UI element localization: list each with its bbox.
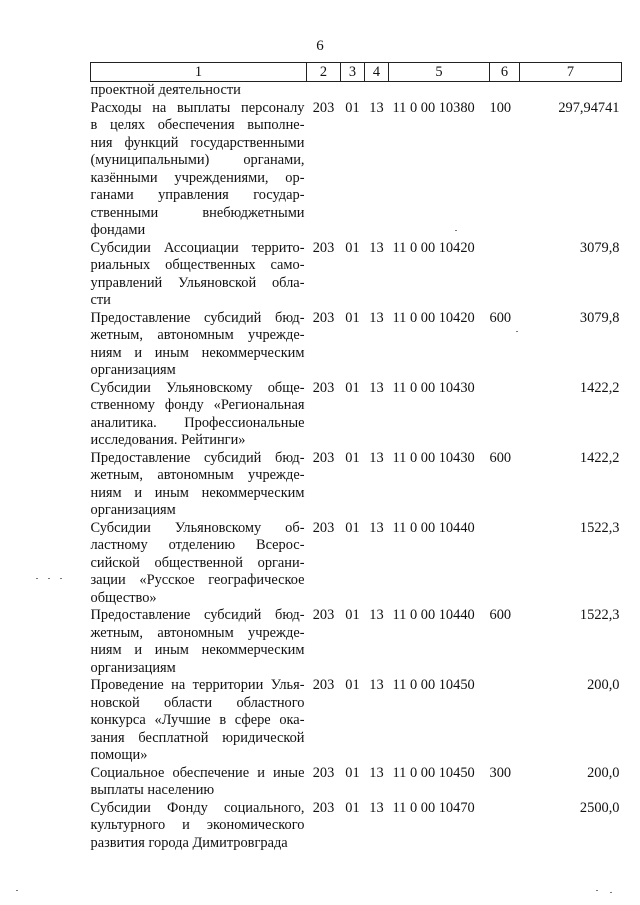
scan-speck bbox=[48, 578, 50, 579]
table-row bbox=[91, 450, 622, 520]
target-article-cell: 11 0 00 10450 bbox=[392, 677, 475, 693]
table-row bbox=[91, 765, 622, 800]
description-line: организациям bbox=[90, 659, 176, 676]
section-code-cell: 01 bbox=[345, 677, 360, 693]
description-line: Предоставление субсидий бюд- bbox=[90, 449, 305, 466]
description-line: развития города Димитровграда bbox=[90, 834, 288, 851]
description-line: Предоставление субсидий бюд- bbox=[90, 309, 305, 326]
expense-type-cell: 100 bbox=[489, 99, 512, 116]
description-line: Предоставление субсидий бюд- bbox=[90, 607, 305, 623]
description-line: Субсидии Фонду социального, bbox=[90, 799, 305, 816]
description-line: аналитика. Профессиональные bbox=[90, 414, 305, 431]
description-line: общество» bbox=[90, 589, 157, 606]
amount-cell: 1422,2 bbox=[579, 379, 620, 396]
header-cell-7: 7 bbox=[520, 63, 622, 82]
section-code-cell: 01 bbox=[345, 379, 360, 396]
admin-code-cell: 203 bbox=[312, 799, 335, 816]
admin-code-cell bbox=[307, 82, 341, 100]
header-cell-4: 4 bbox=[365, 63, 389, 82]
row-description bbox=[91, 520, 307, 608]
expense-type-cell bbox=[490, 800, 520, 853]
row-description bbox=[91, 450, 307, 520]
description-line: (муниципальными) органами, bbox=[90, 152, 305, 168]
scan-speck bbox=[36, 578, 38, 579]
subsection-code-cell: 13 bbox=[369, 764, 384, 781]
expense-type-cell: 600 bbox=[489, 309, 512, 326]
table-row bbox=[91, 520, 622, 608]
description-line: сти bbox=[90, 292, 111, 308]
description-line: в целях обеспечения выполне- bbox=[90, 117, 305, 133]
target-article-cell: 11 0 00 10420 bbox=[392, 239, 475, 256]
description-line: ственными внебюджетными bbox=[90, 204, 305, 221]
description-line: Субсидии Ульяновскому обще- bbox=[90, 379, 305, 396]
amount-cell: 2500,0 bbox=[579, 799, 620, 816]
subsection-code-cell: 13 bbox=[369, 99, 384, 116]
table-row bbox=[91, 800, 622, 853]
description-line: исследования. Рейтинги» bbox=[90, 432, 246, 448]
description-line: помощи» bbox=[90, 747, 148, 763]
description-line: организациям bbox=[90, 502, 176, 518]
row-description bbox=[91, 100, 307, 240]
target-article-cell: 11 0 00 10440 bbox=[392, 519, 475, 536]
table-row bbox=[91, 240, 622, 310]
target-article-cell: 11 0 00 10420 bbox=[392, 309, 475, 326]
amount-cell: 1522,3 bbox=[579, 607, 620, 623]
description-line: риальных общественных само- bbox=[90, 257, 305, 273]
description-line: проектной деятельности bbox=[90, 82, 241, 98]
row-description bbox=[91, 607, 307, 677]
target-article-cell: 11 0 00 10380 bbox=[392, 99, 475, 116]
description-line: ниям и иным некоммерческим bbox=[90, 344, 305, 361]
section-code-cell: 01 bbox=[345, 519, 360, 536]
row-description bbox=[91, 82, 307, 100]
scan-speck bbox=[60, 578, 62, 579]
amount-cell: 297,94741 bbox=[558, 99, 620, 116]
description-line: ния функций государственными bbox=[90, 134, 305, 151]
header-cell-5: 5 bbox=[389, 63, 490, 82]
scan-speck bbox=[516, 331, 518, 332]
subsection-code-cell: 13 bbox=[369, 607, 384, 623]
description-line: конкурса «Лучшие в сфере ока- bbox=[90, 712, 305, 728]
description-line: организациям bbox=[90, 362, 176, 378]
row-description bbox=[91, 380, 307, 450]
table-row bbox=[91, 82, 622, 100]
admin-code-cell: 203 bbox=[312, 677, 335, 693]
budget-table bbox=[90, 62, 622, 852]
subsection-code-cell: 13 bbox=[369, 677, 384, 693]
table-body bbox=[91, 82, 622, 853]
expense-type-cell bbox=[490, 380, 520, 450]
description-line: Субсидии Ульяновскому об- bbox=[90, 519, 305, 536]
table-row bbox=[91, 677, 622, 765]
subsection-code-cell: 13 bbox=[369, 449, 384, 466]
description-line: Проведение на территории Улья- bbox=[90, 677, 305, 693]
header-cell-1: 1 bbox=[91, 63, 307, 82]
section-code-cell: 01 bbox=[345, 449, 360, 466]
subsection-code-cell: 13 bbox=[369, 309, 384, 326]
expense-type-cell bbox=[490, 677, 520, 765]
description-line: новской области областного bbox=[90, 694, 305, 711]
description-line: ластному отделению Всерос- bbox=[90, 537, 305, 553]
expense-type-cell: 300 bbox=[489, 764, 512, 781]
description-line: жетным, автономным учрежде- bbox=[90, 467, 305, 483]
admin-code-cell: 203 bbox=[312, 519, 335, 536]
target-article-cell: 11 0 00 10450 bbox=[392, 764, 475, 781]
target-article-cell: 11 0 00 10440 bbox=[392, 607, 475, 623]
table-row bbox=[91, 380, 622, 450]
table-row bbox=[91, 100, 622, 240]
section-code-cell: 01 bbox=[345, 764, 360, 781]
description-line: ниям и иным некоммерческим bbox=[90, 642, 305, 658]
section-code-cell: 01 bbox=[345, 239, 360, 256]
description-line: ганами управления государ- bbox=[90, 187, 305, 203]
admin-code-cell: 203 bbox=[312, 764, 335, 781]
admin-code-cell: 203 bbox=[312, 99, 335, 116]
description-line: управлений Ульяновской обла- bbox=[90, 274, 305, 291]
admin-code-cell: 203 bbox=[312, 449, 335, 466]
expense-type-cell bbox=[490, 520, 520, 608]
description-line: ниям и иным некоммерческим bbox=[90, 484, 305, 501]
description-line: Социальное обеспечение и иные bbox=[90, 764, 305, 781]
description-line: ственному фонду «Региональная bbox=[90, 397, 305, 413]
scan-speck bbox=[596, 890, 598, 891]
row-description bbox=[91, 240, 307, 310]
admin-code-cell: 203 bbox=[312, 239, 335, 256]
header-cell-6: 6 bbox=[490, 63, 520, 82]
admin-code-cell: 203 bbox=[312, 309, 335, 326]
subsection-code-cell: 13 bbox=[369, 799, 384, 816]
description-line: Субсидии Ассоциации террито- bbox=[90, 239, 305, 256]
amount-cell: 200,0 bbox=[587, 764, 620, 781]
row-description bbox=[91, 800, 307, 853]
expense-type-cell bbox=[490, 82, 520, 100]
row-description bbox=[91, 677, 307, 765]
description-line: жетным, автономным учрежде- bbox=[90, 624, 305, 641]
row-description bbox=[91, 310, 307, 380]
description-line: казёнными учреждениями, ор- bbox=[90, 169, 305, 186]
target-article-cell: 11 0 00 10430 bbox=[392, 449, 475, 466]
amount-cell: 200,0 bbox=[587, 677, 620, 693]
expense-type-cell bbox=[490, 240, 520, 310]
header-cell-2: 2 bbox=[307, 63, 341, 82]
description-line: выплаты населению bbox=[90, 782, 215, 798]
scan-speck bbox=[610, 892, 612, 893]
section-code-cell: 01 bbox=[345, 607, 360, 623]
description-line: зации «Русское географическое bbox=[90, 572, 305, 588]
admin-code-cell: 203 bbox=[312, 379, 335, 396]
table-row bbox=[91, 310, 622, 380]
expense-type-cell: 600 bbox=[489, 449, 512, 466]
scan-speck bbox=[455, 230, 457, 231]
amount-cell: 1522,3 bbox=[579, 519, 620, 536]
page-number: 6 bbox=[316, 38, 324, 54]
subsection-code-cell bbox=[365, 82, 389, 100]
table-row bbox=[91, 607, 622, 677]
section-code-cell: 01 bbox=[345, 99, 360, 116]
subsection-code-cell: 13 bbox=[369, 379, 384, 396]
subsection-code-cell: 13 bbox=[369, 519, 384, 536]
amount-cell: 3079,8 bbox=[579, 239, 620, 256]
table-header bbox=[91, 63, 622, 82]
description-line: сийской общественной органи- bbox=[90, 554, 305, 571]
section-code-cell bbox=[341, 82, 365, 100]
target-article-cell: 11 0 00 10430 bbox=[392, 379, 475, 396]
description-line: зания бесплатной юридической bbox=[90, 729, 305, 746]
row-description bbox=[91, 765, 307, 800]
target-article-cell bbox=[389, 82, 490, 100]
amount-cell: 3079,8 bbox=[579, 309, 620, 326]
subsection-code-cell: 13 bbox=[369, 239, 384, 256]
description-line: жетным, автономным учрежде- bbox=[90, 327, 305, 343]
amount-cell bbox=[520, 82, 622, 100]
section-code-cell: 01 bbox=[345, 309, 360, 326]
description-line: Расходы на выплаты персоналу bbox=[90, 99, 305, 116]
description-line: культурного и экономического bbox=[90, 817, 305, 833]
header-cell-3: 3 bbox=[341, 63, 365, 82]
scan-speck bbox=[16, 890, 18, 891]
amount-cell: 1422,2 bbox=[579, 449, 620, 466]
section-code-cell: 01 bbox=[345, 799, 360, 816]
expense-type-cell: 600 bbox=[489, 607, 512, 623]
target-article-cell: 11 0 00 10470 bbox=[392, 799, 475, 816]
admin-code-cell: 203 bbox=[312, 607, 335, 623]
description-line: фондами bbox=[90, 222, 146, 238]
